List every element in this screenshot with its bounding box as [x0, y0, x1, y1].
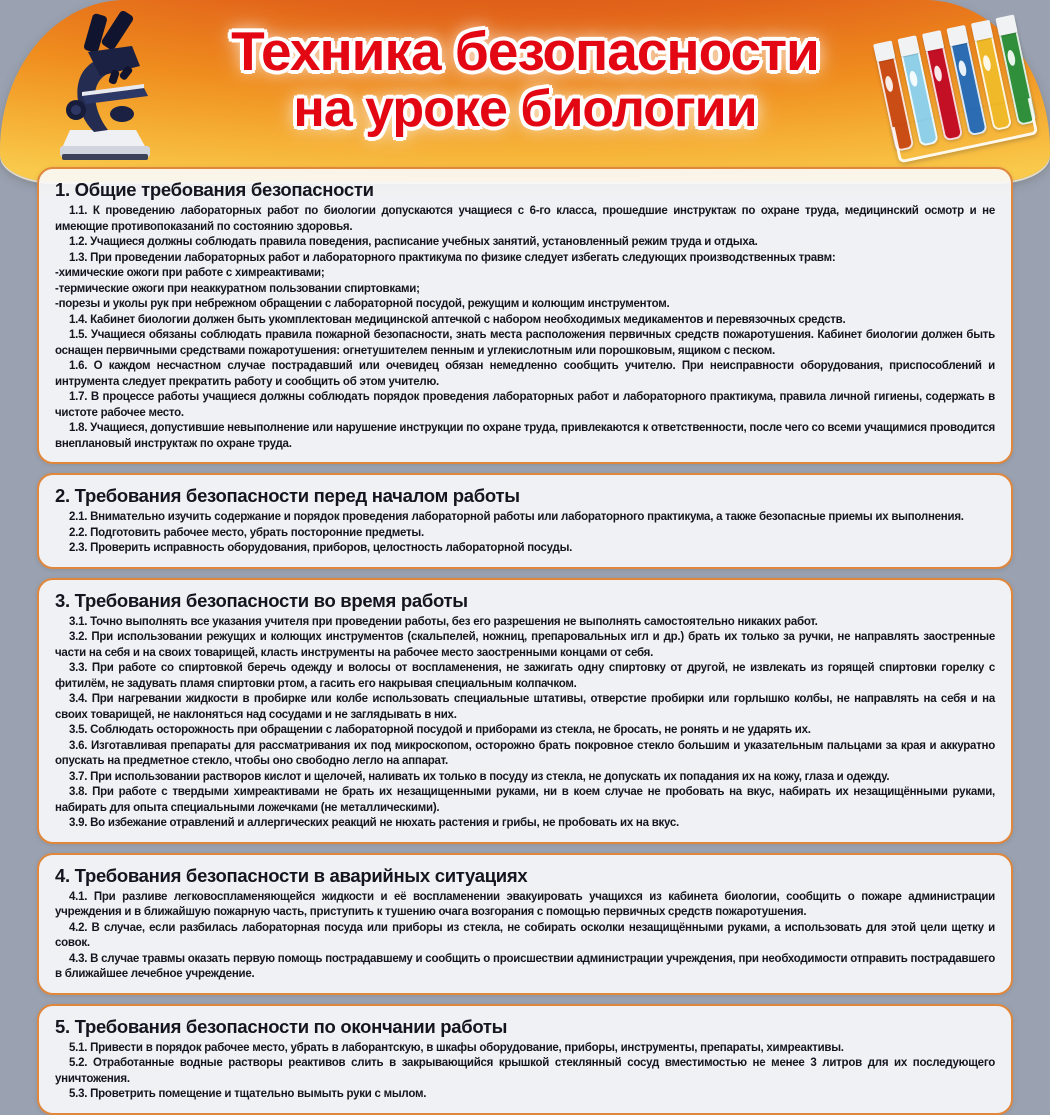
- section-panel-1: [37, 167, 1013, 464]
- section-subitem: -порезы и уколы рук при небрежном обращении с лабораторной посудой, режущим и колющим инструментом.: [55, 298, 670, 310]
- test-tube-cap: [971, 20, 993, 42]
- test-tube-highlight: [933, 65, 943, 82]
- test-tube-cap: [873, 40, 895, 62]
- section-title: 3. Требования безопасности во время работы: [55, 589, 468, 611]
- section-item: 4.3. В случае травмы оказать первую помощь пострадавшему и сообщить о происшествии администрации учреждения, при необходимости отправить пострадавшего в ближайшее лечебное учреждение.: [55, 952, 995, 980]
- section-item: 4.1. При разливе легковоспламеняющейся жидкости и её воспламенении эвакуировать учащихся из кабинета биологии, сообщить о пожаре администрации учреждения и в ближайшую пожарную часть, приступить к тушению очага возгорания с помощью первичных средств пожаротушения.: [55, 890, 995, 918]
- section-item: 1.5. Учащиеся обязаны соблюдать правила пожарной безопасности, знать места расположения первичных средств пожаротушения. Кабинет биологии должен быть оснащен первичными средствами пожаротушения: огнетушителем пенным и углекислотным или порошковым, ящиком с песком.: [55, 329, 995, 357]
- test-tube-cap: [946, 25, 968, 47]
- section-item: 3.3. При работе со спиртовкой беречь одежду и волосы от воспламенения, не зажигать одну спиртовку от другой, не извлекать из горящей спиртовки горелку с фитилём, не задувать пламя спиртовки ртом, а гасить его накрывая специальным колпачком.: [55, 662, 995, 690]
- section-item: 3.7. При использовании растворов кислот и щелочей, наливать их только в посуду из стекла, не допускать их попадания их на кожу, глаза и одежду.: [69, 770, 890, 783]
- section-panel-2: [37, 473, 1013, 569]
- section-item: 1.8. Учащиеся, допустившие невыполнение или нарушение инструкции по охране труда, привлекаются к ответственности, после чего со всеми учащимися проводится внеплановый инструктаж по охране труда.: [55, 422, 995, 450]
- section-item: 3.2. При использовании режущих и колющих инструментов (скальпелей, ножниц, препаровальных игл и др.) брать их только за ручки, не направлять заостренные части на себя и на своих товарищей, класть инструменты на рабочее место заостренными концами от себя.: [55, 631, 995, 659]
- section-item: 3.4. При нагревании жидкости в пробирке или колбе использовать специальные штативы, отверстие пробирки или горлышко колбы, не направлять на себя и на своих товарищей, не наклоняться над сосудами и не заглядывать в них.: [55, 693, 995, 721]
- section-item: 2.3. Проверить исправность оборудования, приборов, целостность лабораторной посуды.: [69, 542, 573, 554]
- section-title: 2. Требования безопасности перед началом работы: [55, 485, 520, 506]
- section-item: 3.6. Изготавливая препараты для рассматривания их под микроскопом, осторожно брать покровное стекло большим и указательным пальцами за края и аккуратно опускать на предметное стекло, чтобы оно свободно легло на аппарат.: [55, 739, 995, 767]
- section-item: 2.1. Внимательно изучить содержание и порядок проведения лабораторной работы или лабораторного практикума, а также безопасные приемы их выполнения.: [69, 511, 964, 523]
- test-tube-highlight: [982, 55, 992, 72]
- section-item: 1.1. К проведению лабораторных работ по биологии допускаются учащиеся с 6-го класса, прошедшие инструктаж по охране труда, медицинский осмотр и не имеющие противопоказаний по состоянию здоровья.: [55, 205, 995, 233]
- test-tube-highlight: [957, 60, 967, 77]
- section-item: 3.5. Соблюдать осторожность при обращении с лабораторной посудой и приборами из стекла, не бросать, не ронять и не ударять их.: [69, 724, 811, 736]
- section-item: 5.2. Отработанные водные растворы реактивов слить в закрывающийся крышкой стеклянный сосуд вместимостью не менее 3 литров для их последующего уничтожения.: [55, 1057, 995, 1085]
- test-tube-cap: [922, 30, 944, 52]
- section-item: 1.7. В процессе работы учащиеся должны соблюдать порядок проведения лабораторных работ и лабораторного практикума, правила личной гигиены, содержать в чистоте рабочее место.: [55, 391, 995, 419]
- section-subitem: -термические ожоги при неаккуратном пользовании спиртовками;: [55, 282, 420, 295]
- test-tube-cap: [995, 14, 1017, 36]
- section-item: 1.6. О каждом несчастном случае пострадавший или очевидец обязан немедленно сообщить учителю. При неисправности оборудования, приспособлений и интрумента следует прекратить работу и сообщить об этом учителю.: [55, 360, 995, 388]
- section-item: 1.2. Учащиеся должны соблюдать правила поведения, расписание учебных занятий, установленный режим труда и отдыха.: [69, 236, 758, 248]
- test-tube-cap: [898, 35, 920, 57]
- section-item: 3.9. Во избежание отравлений и аллергических реакций не нюхать растения и грибы, не пробовать их на вкус.: [69, 817, 679, 829]
- section-item: 3.8. При работе с твердыми химреактивами не брать их незащищенными руками, ни в коем случае не пробовать на вкус, набирать их незащищёнными руками, набирать для опыта специальными ложечками (не металлическими).: [55, 786, 995, 814]
- section-title: 5. Требования безопасности по окончании работы: [55, 1015, 508, 1037]
- section-panel-5: [37, 1004, 1013, 1115]
- section-subitem: -химические ожоги при работе с химреактивами;: [55, 267, 325, 279]
- section-item: 1.3. При проведении лабораторных работ и лабораторного практикума по физике следует избегать следующих производственных травм:: [69, 251, 836, 264]
- section-panel-3: [37, 578, 1013, 844]
- microscope-icon: [48, 8, 168, 166]
- test-tube-highlight: [1006, 49, 1016, 66]
- sections-container: [37, 167, 1013, 1115]
- title-line-2: на уроке биологии: [293, 80, 757, 139]
- test-tube-highlight: [908, 70, 918, 87]
- section-item: 3.1. Точно выполнять все указания учителя при проведении работы, без его разрешения не выполнять самостоятельно никаких работ.: [69, 615, 818, 628]
- section-item: 4.2. В случае, если разбилась лабораторная посуда или приборы из стекла, не собирать осколки незащищёнными руками, а использовать для этой цели щетку и совок.: [55, 921, 995, 949]
- section-item: 2.2. Подготовить рабочее место, убрать посторонние предметы.: [69, 526, 424, 539]
- test-tube-highlight: [884, 75, 894, 92]
- section-item: 5.3. Проветрить помещение и тщательно вымыть руки с мылом.: [69, 1088, 427, 1100]
- section-panel-4: [37, 853, 1013, 995]
- section-title: 1. Общие требования безопасности: [55, 179, 374, 200]
- section-item: 1.4. Кабинет биологии должен быть укомплектован медицинской аптечкой с набором необходимых медикаментов и перевязочных средств.: [69, 313, 846, 326]
- title-line-1: Техника безопасности: [231, 20, 819, 82]
- section-item: 5.1. Привести в порядок рабочее место, убрать в лаборантскую, в шкафы оборудование, приборы, инструменты, препараты, химреактивы.: [69, 1041, 844, 1054]
- section-title: 4. Требования безопасности в аварийных ситуациях: [55, 864, 528, 886]
